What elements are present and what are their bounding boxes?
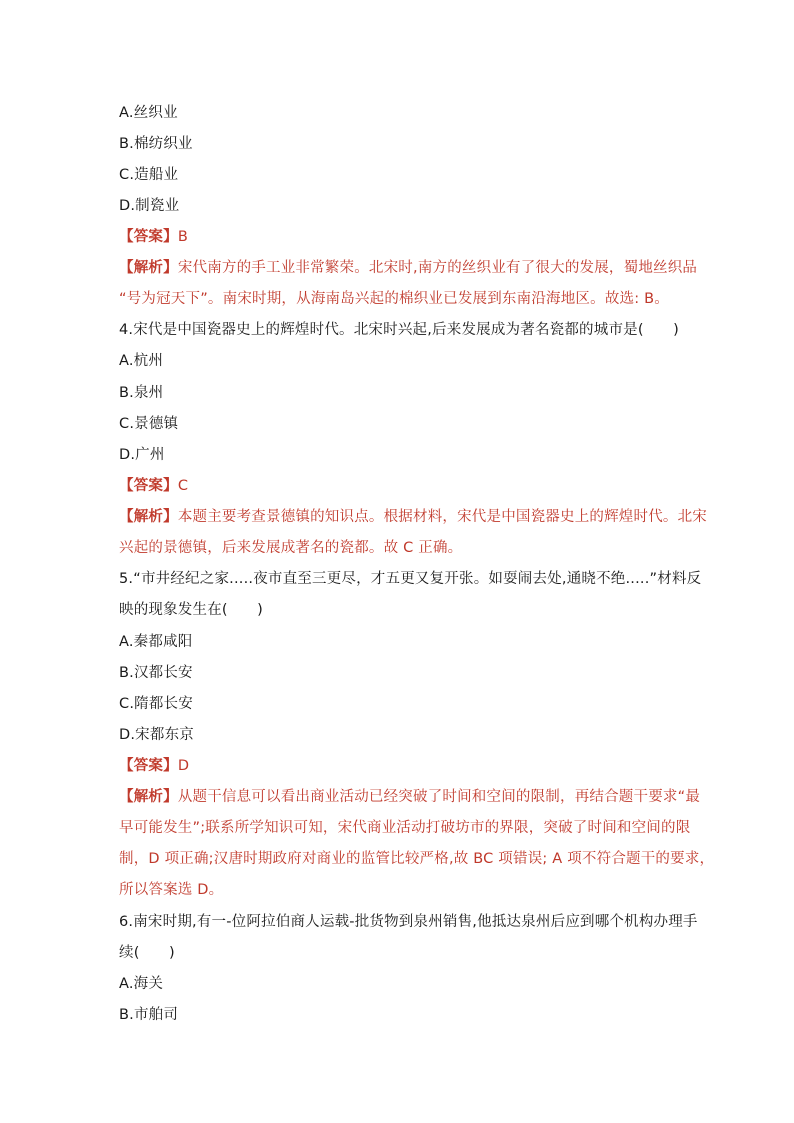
q5-analysis-line-1 xyxy=(119,787,700,807)
q4-option-c: C.景德镇 xyxy=(119,416,179,432)
q3-analysis-line-1 xyxy=(119,258,697,278)
q4-analysis-line-2: 兴起的景德镇，后来发展成著名的瓷都。故 C 正确。 xyxy=(119,540,463,556)
answer-tag: 【答案】 xyxy=(119,758,178,774)
analysis-tag: 【解析】 xyxy=(119,509,178,525)
q5-option-d: D.宋都东京 xyxy=(119,727,194,743)
analysis-tag: 【解析】 xyxy=(119,260,178,276)
q4-option-b: B.泉州 xyxy=(119,385,164,401)
q6-option-a: A.海关 xyxy=(119,976,164,992)
q5-analysis-line-4: 所以答案选 D。 xyxy=(119,882,224,898)
q4-answer xyxy=(119,476,188,496)
answer-tag: 【答案】 xyxy=(119,229,178,245)
analysis-tag: 【解析】 xyxy=(119,789,178,805)
q6-stem-line-1: 6.南宋时期,有一-位阿拉伯商人运载-批货物到泉州销售,他抵达泉州后应到哪个机构办理手 xyxy=(119,914,698,930)
q5-answer xyxy=(119,756,189,776)
q3-option-d: D.制瓷业 xyxy=(119,198,180,214)
q5-analysis-line-2: 早可能发生”;联系所学知识可知，宋代商业活动打破坊市的界限，突破了时间和空间的限 xyxy=(119,820,691,836)
q5-option-c: C.隋都长安 xyxy=(119,696,193,712)
q5-analysis-line-3: 制，D 项正确;汉唐时期政府对商业的监管比较严格,故 BC 项错误; A 项不符合题干的要求， xyxy=(119,851,715,867)
analysis-text: 本题主要考查景德镇的知识点。根据材料，宋代是中国瓷器史上的辉煌时代。北宋 xyxy=(177,509,708,525)
q3-analysis-line-2: “号为冠天下”。南宋时期，从海南岛兴起的棉织业已发展到东南沿海地区。故选: B。 xyxy=(119,291,669,307)
analysis-text: 从题干信息可以看出商业活动已经突破了时间和空间的限制，再结合题干要求“最 xyxy=(177,789,701,805)
q5-stem-line-1: 5.“市井经纪之家.....夜市直至三更尽，才五更又复开张。如耍闹去处,通晓不绝.....”材料反 xyxy=(119,571,702,587)
answer-value: D xyxy=(177,758,190,774)
analysis-text: 宋代南方的手工业非常繁荣。北宋时,南方的丝织业有了很大的发展，蜀地丝织品 xyxy=(177,260,698,276)
q3-option-c: C.造船业 xyxy=(119,167,179,183)
q4-option-d: D.广州 xyxy=(119,447,165,463)
q3-option-a: A.丝织业 xyxy=(119,105,178,121)
q6-option-b: B.市舶司 xyxy=(119,1007,179,1023)
q4-analysis-line-1 xyxy=(119,507,707,527)
q5-stem-line-2: 映的现象发生在( ) xyxy=(119,602,264,618)
answer-value: B xyxy=(177,229,188,245)
q6-stem-line-2: 续( ) xyxy=(119,945,175,961)
answer-tag: 【答案】 xyxy=(119,478,178,494)
q5-option-b: B.汉都长安 xyxy=(119,665,193,681)
q5-option-a: A.秦都咸阳 xyxy=(119,634,193,650)
q4-option-a: A.杭州 xyxy=(119,353,164,369)
q3-answer xyxy=(119,227,188,247)
answer-value: C xyxy=(177,478,189,494)
q3-option-b: B.棉纺织业 xyxy=(119,136,193,152)
q4-stem: 4.宋代是中国瓷器史上的辉煌时代。北宋时兴起,后来发展成为著名瓷都的城市是( ) xyxy=(119,322,679,338)
